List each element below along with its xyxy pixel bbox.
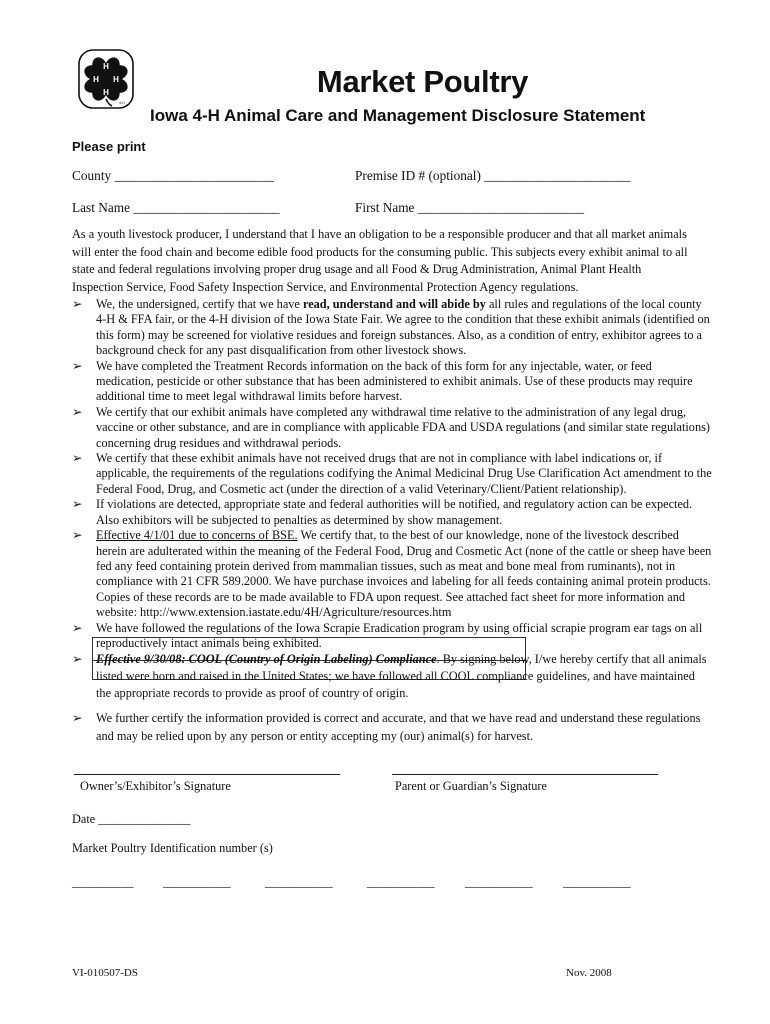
bullet-text: We have followed the regulations of the Iowa Scrapie Eradication program by using official scrapie program ear tags on all reproductively intact animals being exhibited. [96,620,703,650]
bullet-text: We certify that our exhibit animals have completed any withdrawal time relative to the administration of any legal drug, vaccine or other substance, and are in compliance with applicable FDA and USDA regulations (and similar state regulations) concerning drug residues and withdrawal periods. [96,404,710,450]
arrow-bullet-icon: ➢ [72,497,83,512]
page-subtitle: Iowa 4-H Animal Care and Management Disclosure Statement [150,106,646,125]
intro-paragraph: As a youth livestock producer, I understand that I have an obligation to be a responsible producer and that all market animals will enter the food chain and become edible food products for the consuming public. This subjects every exhibit animal to all state and federal regulations involving proper drug usage and all Food & Drug Administration, Animal Plant Health Inspection Service, Food Safety Inspection Service, and Environmental Protection Agency regulations. [72,227,688,294]
bullet-text: If violations are detected, appropriate state and federal authorities will be notified, and regulatory action can be expected. Also exhibitors will be subjected to penalties as determined by show management. [96,497,693,527]
bullet-withdrawal-time [72,405,712,451]
bullet-scrapie [72,621,712,652]
logo-letter-left: H [93,75,99,84]
arrow-bullet-icon: ➢ [72,711,83,726]
bullet-text: all rules and regulations of the local county 4-H & FFA fair, or the 4-H division of the Iowa State Fair. We agree to the condition that these exhibit animals (identified on this form) may be screened for violative residues and foreign substances. Also, as a condition of entry, exhibitor agrees to a background check for any past disqualification from other livestock shows. [96,297,710,358]
logo-small-text: 4-H [119,101,125,105]
id-blank-field[interactable]: __________ [72,875,134,889]
arrow-bullet-icon: ➢ [72,404,83,419]
arrow-bullet-icon: ➢ [72,620,83,635]
bullet-bse [72,528,712,620]
parent-signature-line[interactable] [392,774,658,775]
premise-id-field[interactable]: Premise ID # (optional) ______________________ [355,168,631,183]
bullet-bold-text: read, understand and will abide by [302,297,486,311]
bullet-cool [72,651,712,701]
id-blank-field[interactable]: ___________ [367,875,435,889]
bullet-text: We certify that these exhibit animals have not received drugs that are not in compliance with label indications or, if applicable, the requirements of the regulations codifying the Animal Medicinal Drug Use Clarification Act amendment to the Federal Food, Drug, and Cosmetic act (under the direction of a valid Veterinary/Client/Patient relationship). [96,451,712,496]
bullet-bold-italic-text: Effective 9/30/08: COOL (Country of Origin Labeling) Compliance [96,652,437,667]
bullet-violations [72,497,712,528]
logo-letter-top: H [103,62,109,71]
bullet-text: . By signing below, I/we hereby certify that all animals listed were born and raised in the United States; we have followed all COOL compliance guidelines, and have maintained the appropriate records to provide as proof of country of origin. [96,652,707,700]
arrow-bullet-icon: ➢ [72,297,83,311]
page-title: Market Poultry [316,64,529,99]
id-blank-field[interactable]: ___________ [163,875,231,889]
arrow-bullet-icon: ➢ [72,358,83,373]
bullet-abide-rules [72,297,712,359]
bullet-text: We have completed the Treatment Records information on the back of this form for any injectable, water, or feed medication, pesticide or other substance that has been administered to exhibit animals. Use of these products may require additional time to meet legal withdrawal limits before harvest. [96,358,693,404]
owner-signature-label: Owner’s/Exhibitor’s Signature [80,779,231,793]
bullet-text: We further certify the information provided is correct and accurate, and that we have read and understand these regulations and may be relied upon by any person or entity accepting my (our) animal(s) for harvest. [96,711,701,744]
id-blank-field[interactable]: ___________ [265,875,333,889]
please-print-label: Please print [72,139,146,154]
certification-list [72,297,712,745]
bullet-further-certify [72,709,712,745]
arrow-bullet-icon: ➢ [72,652,83,667]
logo-letter-right: H [113,75,119,84]
last-name-field[interactable]: Last Name ______________________ [72,200,280,215]
first-name-field[interactable]: First Name _________________________ [355,200,584,215]
bullet-treatment-records [72,359,712,405]
id-blank-field[interactable]: ___________ [465,875,533,889]
form-code: VI-010507-DS [72,967,138,979]
date-field[interactable]: Date _______________ [72,812,191,826]
bullet-text: We, the undersigned, certify that we have [96,297,303,311]
id-blank-field[interactable]: ___________ [563,875,631,889]
bullet-underlined-text: Effective 4/1/01 due to concerns of BSE. [96,528,298,543]
id-number-label: Market Poultry Identification number (s) [72,841,273,855]
bullet-text: We certify that, to the best of our knowledge, none of the livestock described herein are adulterated within the meaning of the Federal Food, Drug and Cosmetic Act (none of the cattle or sheep have been fed any feed containing protein derived from mammalian tissues, such as meat and bone meal from ruminants), not in compliance with 21 CFR 589.2000. We have purchase invoices and labeling for all feeds containing animal protein products. Copies of these records are to be made available to FDA upon request. See attached fact sheet for more information and website: http://www.extension.iastate.edu/4H/Agriculture/resources.htm [96,528,712,620]
county-field[interactable]: County ________________________ [72,168,275,183]
form-date: Nov. 2008 [566,967,612,979]
owner-signature-line[interactable] [74,774,340,775]
arrow-bullet-icon: ➢ [72,451,83,466]
logo-letter-bottom: H [103,88,109,97]
bullet-label-compliance [72,451,712,497]
arrow-bullet-icon: ➢ [72,528,83,543]
parent-signature-label: Parent or Guardian’s Signature [395,779,547,793]
